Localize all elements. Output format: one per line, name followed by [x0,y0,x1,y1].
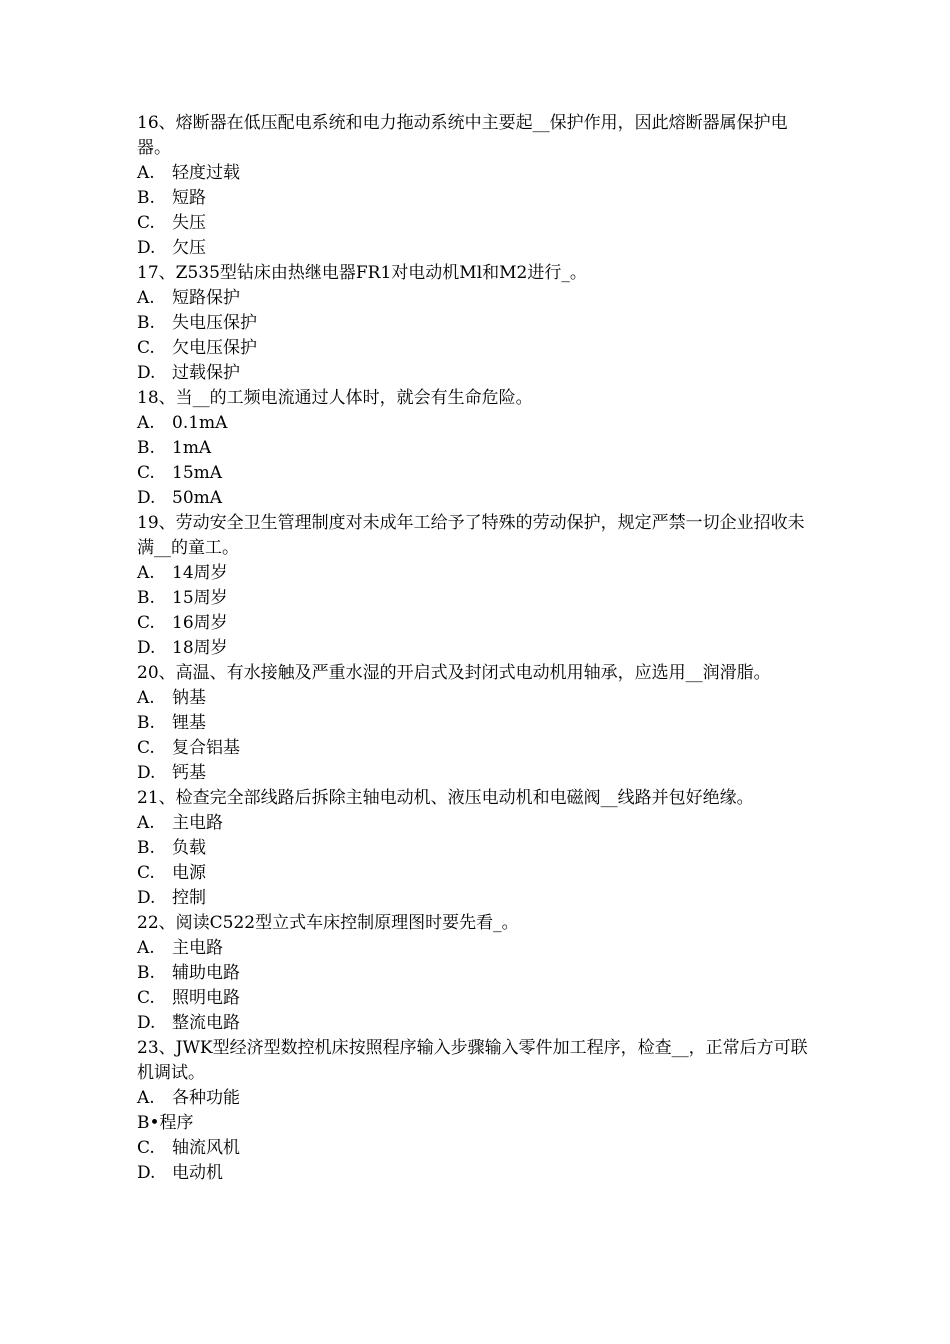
option-d [137,361,817,386]
option-c [137,461,817,486]
question-stem: 18、当__的工频电流通过人体时，就会有生命危险。 [137,388,533,408]
option-letter: D. [137,1013,156,1033]
option-a [137,411,817,436]
question-16 [137,111,817,261]
option-letter: A. [137,938,155,958]
option-text: 失电压保护 [172,313,257,333]
option-b [137,436,817,461]
option-text: 0.1mA [172,413,228,433]
option-text: 1mA [172,438,212,458]
question-21 [137,786,817,911]
option-a [137,161,817,186]
option-text: 电源 [172,863,206,883]
option-text: 控制 [172,888,206,908]
option-text: 欠电压保护 [172,338,257,358]
question-stem: 21、检查完全部线路后拆除主轴电动机、液压电动机和电磁阀__线路并包好绝缘。 [137,788,754,808]
option-letter: A. [137,563,155,583]
option-letter: C. [137,213,155,233]
option-text: 15mA [172,463,223,483]
option-letter: A. [137,288,155,308]
option-c [137,211,817,236]
option-text: 照明电路 [172,988,240,1008]
option-letter: B. [137,713,155,733]
option-letter: C. [137,613,155,633]
option-letter: B. [137,838,155,858]
option-b [137,186,817,211]
option-text: 过载保护 [172,363,240,383]
option-text: 18周岁 [172,638,228,658]
option-letter: D. [137,888,156,908]
option-text: 锂基 [172,713,206,733]
option-text: 各种功能 [172,1088,240,1108]
option-c [137,861,817,886]
option-d [137,1011,817,1036]
option-c [137,986,817,1011]
option-text: 整流电路 [172,1013,240,1033]
option-text: 电动机 [172,1163,223,1183]
option-d [137,486,817,511]
option-c [137,611,817,636]
option-b [137,311,817,336]
option-text: 轴流风机 [172,1138,240,1158]
option-b [137,836,817,861]
option-letter: A. [137,163,155,183]
option-b [137,1111,817,1136]
option-letter: A. [137,1088,155,1108]
option-b [137,961,817,986]
option-b [137,711,817,736]
question-17 [137,261,817,386]
option-c [137,336,817,361]
option-letter: D. [137,363,156,383]
option-a [137,686,817,711]
option-text: 短路保护 [172,288,240,308]
option-text: 主电路 [172,813,223,833]
question-stem: 23、JWK型经济型数控机床按照程序输入步骤输入零件加工程序，检查__，正常后方可联机调试。 [137,1038,808,1083]
option-text: 主电路 [172,938,223,958]
option-text: 复合铝基 [172,738,240,758]
option-text: 14周岁 [172,563,228,583]
option-d [137,1161,817,1186]
option-letter: C. [137,738,155,758]
question-stem: 19、劳动安全卫生管理制度对未成年工给予了特殊的劳动保护，规定严禁一切企业招收未满__的童工。 [137,513,805,558]
option-text: 轻度过载 [172,163,240,183]
option-text: 程序 [159,1113,194,1133]
option-b [137,586,817,611]
option-a [137,811,817,836]
option-letter: C. [137,338,155,358]
option-letter: B. [137,188,155,208]
option-d [137,886,817,911]
option-text: 欠压 [172,238,206,258]
question-stem: 16、熔断器在低压配电系统和电力拖动系统中主要起__保护作用，因此熔断器属保护电器。 [137,113,788,158]
option-letter: D. [137,238,156,258]
option-a [137,936,817,961]
option-a [137,286,817,311]
option-letter: C. [137,463,155,483]
option-text: 辅助电路 [172,963,240,983]
option-text: 50mA [172,488,223,508]
option-letter: A. [137,688,155,708]
option-c [137,1136,817,1161]
option-letter: B. [137,588,155,608]
option-a [137,561,817,586]
option-letter: B. [137,963,155,983]
option-letter: D. [137,1163,156,1183]
option-letter: A. [137,813,155,833]
document-page [137,111,817,1186]
question-stem: 17、Z535型钻床由热继电器FR1对电动机Ml和M2进行_。 [137,263,587,283]
option-letter: C. [137,988,155,1008]
option-letter: A. [137,413,155,433]
option-d [137,236,817,261]
question-18 [137,386,817,511]
question-20 [137,661,817,786]
option-letter: D. [137,763,156,783]
option-c [137,736,817,761]
option-text: 15周岁 [172,588,228,608]
option-d [137,761,817,786]
option-a [137,1086,817,1111]
question-stem: 20、高温、有水接触及严重水湿的开启式及封闭式电动机用轴承，应选用__润滑脂。 [137,663,771,683]
question-22 [137,911,817,1036]
question-19 [137,511,817,661]
question-stem: 22、阅读C522型立式车床控制原理图时要先看_。 [137,913,519,933]
option-text: 负载 [172,838,206,858]
option-letter: C. [137,1138,155,1158]
option-text: 短路 [172,188,206,208]
option-letter: B. [137,313,155,333]
option-letter: C. [137,863,155,883]
option-letter: B• [137,1113,160,1133]
option-text: 钙基 [172,763,206,783]
option-letter: B. [137,438,155,458]
option-text: 16周岁 [172,613,228,633]
option-d [137,636,817,661]
option-letter: D. [137,638,156,658]
option-text: 失压 [172,213,206,233]
option-text: 钠基 [172,688,206,708]
option-letter: D. [137,488,156,508]
question-23 [137,1036,817,1186]
